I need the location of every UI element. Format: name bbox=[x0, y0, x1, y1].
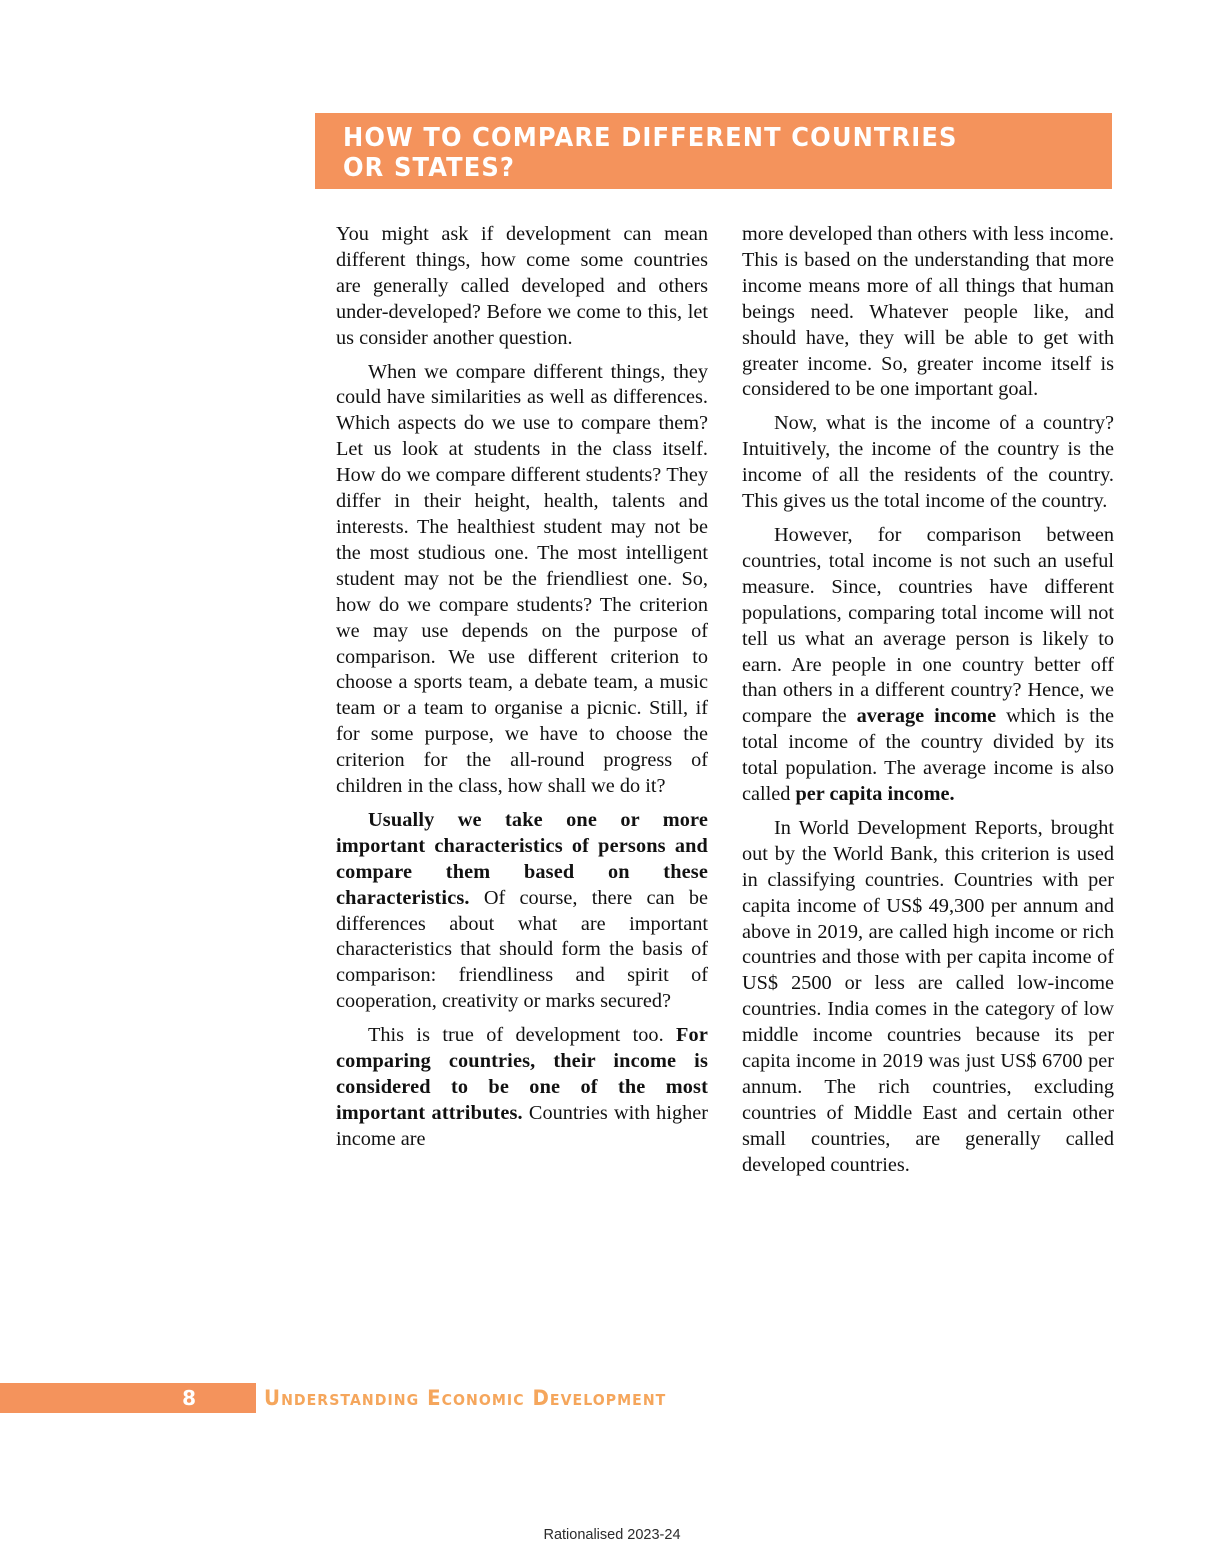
paragraph-bold-mid: For comparing countries, their income is considered to be one of the most important attributes. bbox=[336, 1024, 708, 1124]
paragraph-text: You might ask if development can mean different things, how come some countries are generally called developed and others under-developed? Before we come to this, let us consider another question. bbox=[336, 223, 708, 349]
paragraph-right-4 bbox=[742, 816, 1114, 1179]
paragraph-left-3 bbox=[336, 808, 708, 1015]
left-column bbox=[336, 222, 708, 1187]
paragraph-left-1 bbox=[336, 222, 708, 352]
article-body bbox=[336, 222, 1114, 1187]
paragraph-left-2 bbox=[336, 360, 708, 800]
paragraph-text-after: Countries with higher income are bbox=[336, 1101, 708, 1150]
paragraph-text-mid: which is the total income of the country divided by its total population. The average income is also called bbox=[742, 705, 1114, 806]
term-average-income: average income bbox=[856, 705, 997, 728]
page-number: 8 bbox=[182, 1386, 196, 1410]
book-title: Understanding Economic Development bbox=[264, 1386, 667, 1410]
rationalised-stamp: Rationalised 2023-24 bbox=[543, 1527, 681, 1543]
right-column bbox=[742, 222, 1114, 1187]
paragraph-text: Now, what is the income of a country? Intuitively, the income of the country is the income of all the residents of the country. This gives us the total income of the country. bbox=[742, 412, 1114, 513]
paragraph-text-before: However, for comparison between countries, total income is not such an useful measure. Since, countries have different populations, comparing total income will not tell us what an average person is likely to earn. Are people in one country better off than others in a different country? Hence, we compare the bbox=[742, 523, 1114, 728]
paragraph-right-2 bbox=[742, 411, 1114, 515]
paragraph-text: more developed than others with less income. This is based on the understanding that more income means more of all things that human beings need. Whatever people like, and should have, they will be able to get with greater income. So, greater income itself is considered to be one important goal. bbox=[742, 223, 1114, 401]
paragraph-text: When we compare different things, they could have similarities as well as differences. Which aspects do we use to compare them? Let us look at students in the class itself. How do we compare different students? They differ in their height, health, talents and interests. The healthiest student may not be the most studious one. The most intelligent student may not be the friendliest one. So, how do we compare students? The criterion we may use depends on the purpose of comparison. We use different criterion to choose a sports team, a debate team, a music team or a team to organise a picnic. Still, if for some purpose, we have to choose the criterion for the all-round progress of children in the class, how shall we do it? bbox=[336, 360, 708, 798]
paragraph-text: Of course, there can be differences about what are important characteristics that should form the basis of comparison: friendliness and spirit of cooperation, creativity or marks secured? bbox=[336, 886, 708, 1013]
paragraph-text: In World Development Reports, brought out by the World Bank, this criterion is used in classifying countries. Countries with per capita income of US$ 49,300 per annum and above in 2019, are called high income or rich countries and those with per capita income of US$ 2500 or less are called low-income countries. India comes in the category of low middle income countries because its per capita income in 2019 was just US$ 6700 per annum. The rich countries, excluding countries of Middle East and certain other small countries, are generally called developed countries. bbox=[742, 816, 1114, 1176]
paragraph-right-1 bbox=[742, 222, 1114, 403]
section-heading-line-2: OR STATES? bbox=[343, 153, 516, 183]
page-footer bbox=[0, 1383, 1224, 1417]
section-heading-banner bbox=[315, 113, 1112, 189]
paragraph-right-3 bbox=[742, 523, 1114, 808]
section-heading-line-1: HOW TO COMPARE DIFFERENT COUNTRIES bbox=[343, 123, 958, 153]
paragraph-left-4 bbox=[336, 1023, 708, 1153]
paragraph-text-before: This is true of development too. bbox=[368, 1024, 677, 1047]
paragraph-bold-lead: Usually we take one or more important characteristics of persons and compare them based on these characteristics. bbox=[336, 808, 708, 909]
term-per-capita-income: per capita income. bbox=[795, 783, 955, 806]
